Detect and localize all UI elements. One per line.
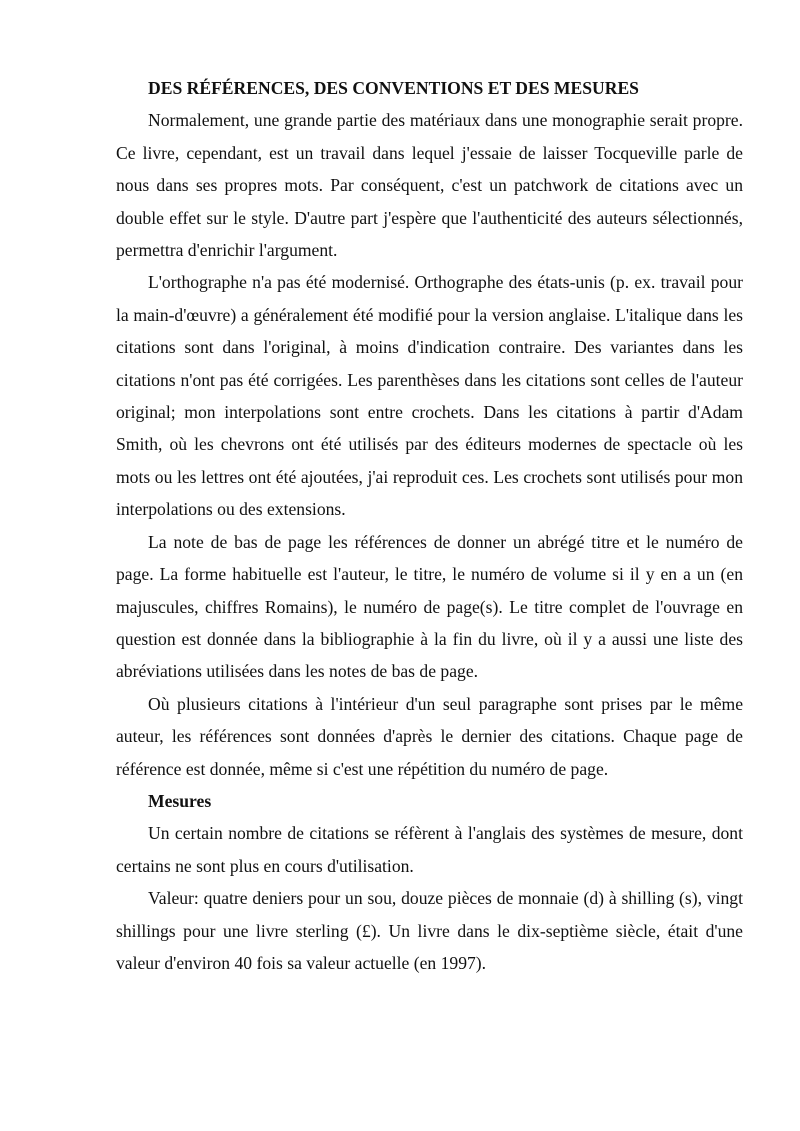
section-heading-measures: Mesures: [148, 790, 212, 811]
paragraph-references: Où plusieurs citations à l'intérieur d'un seul paragraphe sont prises par le même auteur, les références sont données d'après le dernier des citations. Chaque page de référence est donnée, même si c'est une répétition du numéro de page.: [116, 693, 743, 779]
paragraph-footnotes: La note de bas de page les références de donner un abrégé titre et le numéro de page. La forme habituelle est l'auteur, le titre, le numéro de volume si il y en a un (en majuscules, chiffres Romains), le numéro de page(s). Le titre complet de l'ouvrage en question est donnée dans la bibliographie à la fin du livre, où il y a aussi une liste des abréviations utilisées dans les notes de bas de page.: [116, 531, 743, 682]
paragraph-measures-intro: Un certain nombre de citations se réfèrent à l'anglais des systèmes de mesure, dont certains ne sont plus en cours d'utilisation.: [116, 823, 743, 876]
paragraph-orthography: L'orthographe n'a pas été modernisé. Orthographe des états-unis (p. ex. travail pour la main-d'œuvre) a généralement été modifié pour la version anglaise. L'italique dans les citations sont dans l'original, à moins d'indication contraire. Des variantes dans les citations n'ont pas été corrigées. Les parenthèses dans les citations sont celles de l'auteur original; mon interpolations sont entre crochets. Dans les citations à partir d'Adam Smith, où les chevrons ont été utilisés par des éditeurs modernes de spectacle où les mots ou les lettres ont été ajoutées, j'ai reproduit ces. Les crochets sont utilisés pour mon interpolations ou des extensions.: [116, 272, 743, 520]
page-title: DES RÉFÉRENCES, DES CONVENTIONS ET DES MESURES: [148, 78, 639, 98]
paragraph-value: Valeur: quatre deniers pour un sou, douze pièces de monnaie (d) à shilling (s), vingt shillings pour une livre sterling (£). Un livre dans le dix-septième siècle, était d'une valeur d'environ 40 fois sa valeur actuelle (en 1997).: [116, 888, 743, 973]
paragraph-intro: Normalement, une grande partie des matériaux dans une monographie serait propre. Ce livre, cependant, est un travail dans lequel j'essaie de laisser Tocqueville parle de nous dans ses propres mots. Par conséquent, c'est un patchwork de citations avec un double effet sur le style. D'autre part j'espère que l'authenticité des auteurs sélectionnés, permettra d'enrichir l'argument.: [116, 110, 743, 261]
document-page: [116, 72, 743, 979]
